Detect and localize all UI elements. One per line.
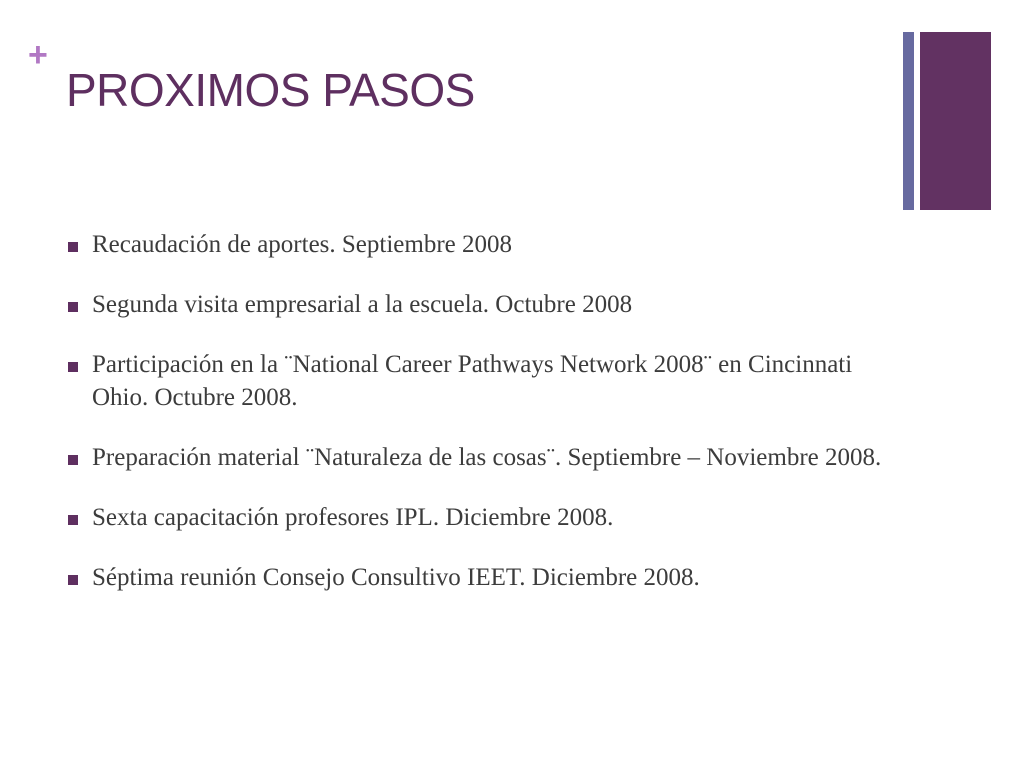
bullet-text: Séptima reunión Consejo Consultivo IEET. Diciembre 2008.	[92, 564, 700, 591]
bullet-item	[68, 288, 898, 321]
bullet-text: Preparación material ¨Naturaleza de las cosas¨. Septiembre – Noviembre 2008.	[92, 444, 882, 471]
square-bullet-icon	[68, 362, 78, 372]
bullet-text: Recaudación de aportes. Septiembre 2008	[92, 231, 512, 258]
square-bullet-icon	[68, 455, 78, 465]
square-bullet-icon	[68, 302, 78, 312]
slide-title: PROXIMOS PASOS	[66, 64, 475, 116]
bullet-text: Participación en la ¨National Career Pathways Network 2008¨ en Cincinnati Ohio. Octubre 2008.	[92, 351, 853, 411]
plus-accent-icon: +	[28, 36, 48, 74]
square-bullet-icon	[68, 515, 78, 525]
bullet-list	[68, 228, 898, 621]
square-bullet-icon	[68, 242, 78, 252]
decorative-thin-bar	[903, 32, 914, 210]
bullet-text: Segunda visita empresarial a la escuela. Octubre 2008	[92, 291, 633, 318]
bullet-item	[68, 441, 898, 474]
bullet-item	[68, 228, 898, 261]
decorative-thick-bar	[920, 32, 991, 210]
bullet-item	[68, 348, 898, 414]
square-bullet-icon	[68, 575, 78, 585]
bullet-text: Sexta capacitación profesores IPL. Diciembre 2008.	[92, 504, 614, 531]
bullet-item	[68, 561, 898, 594]
bullet-item	[68, 501, 898, 534]
